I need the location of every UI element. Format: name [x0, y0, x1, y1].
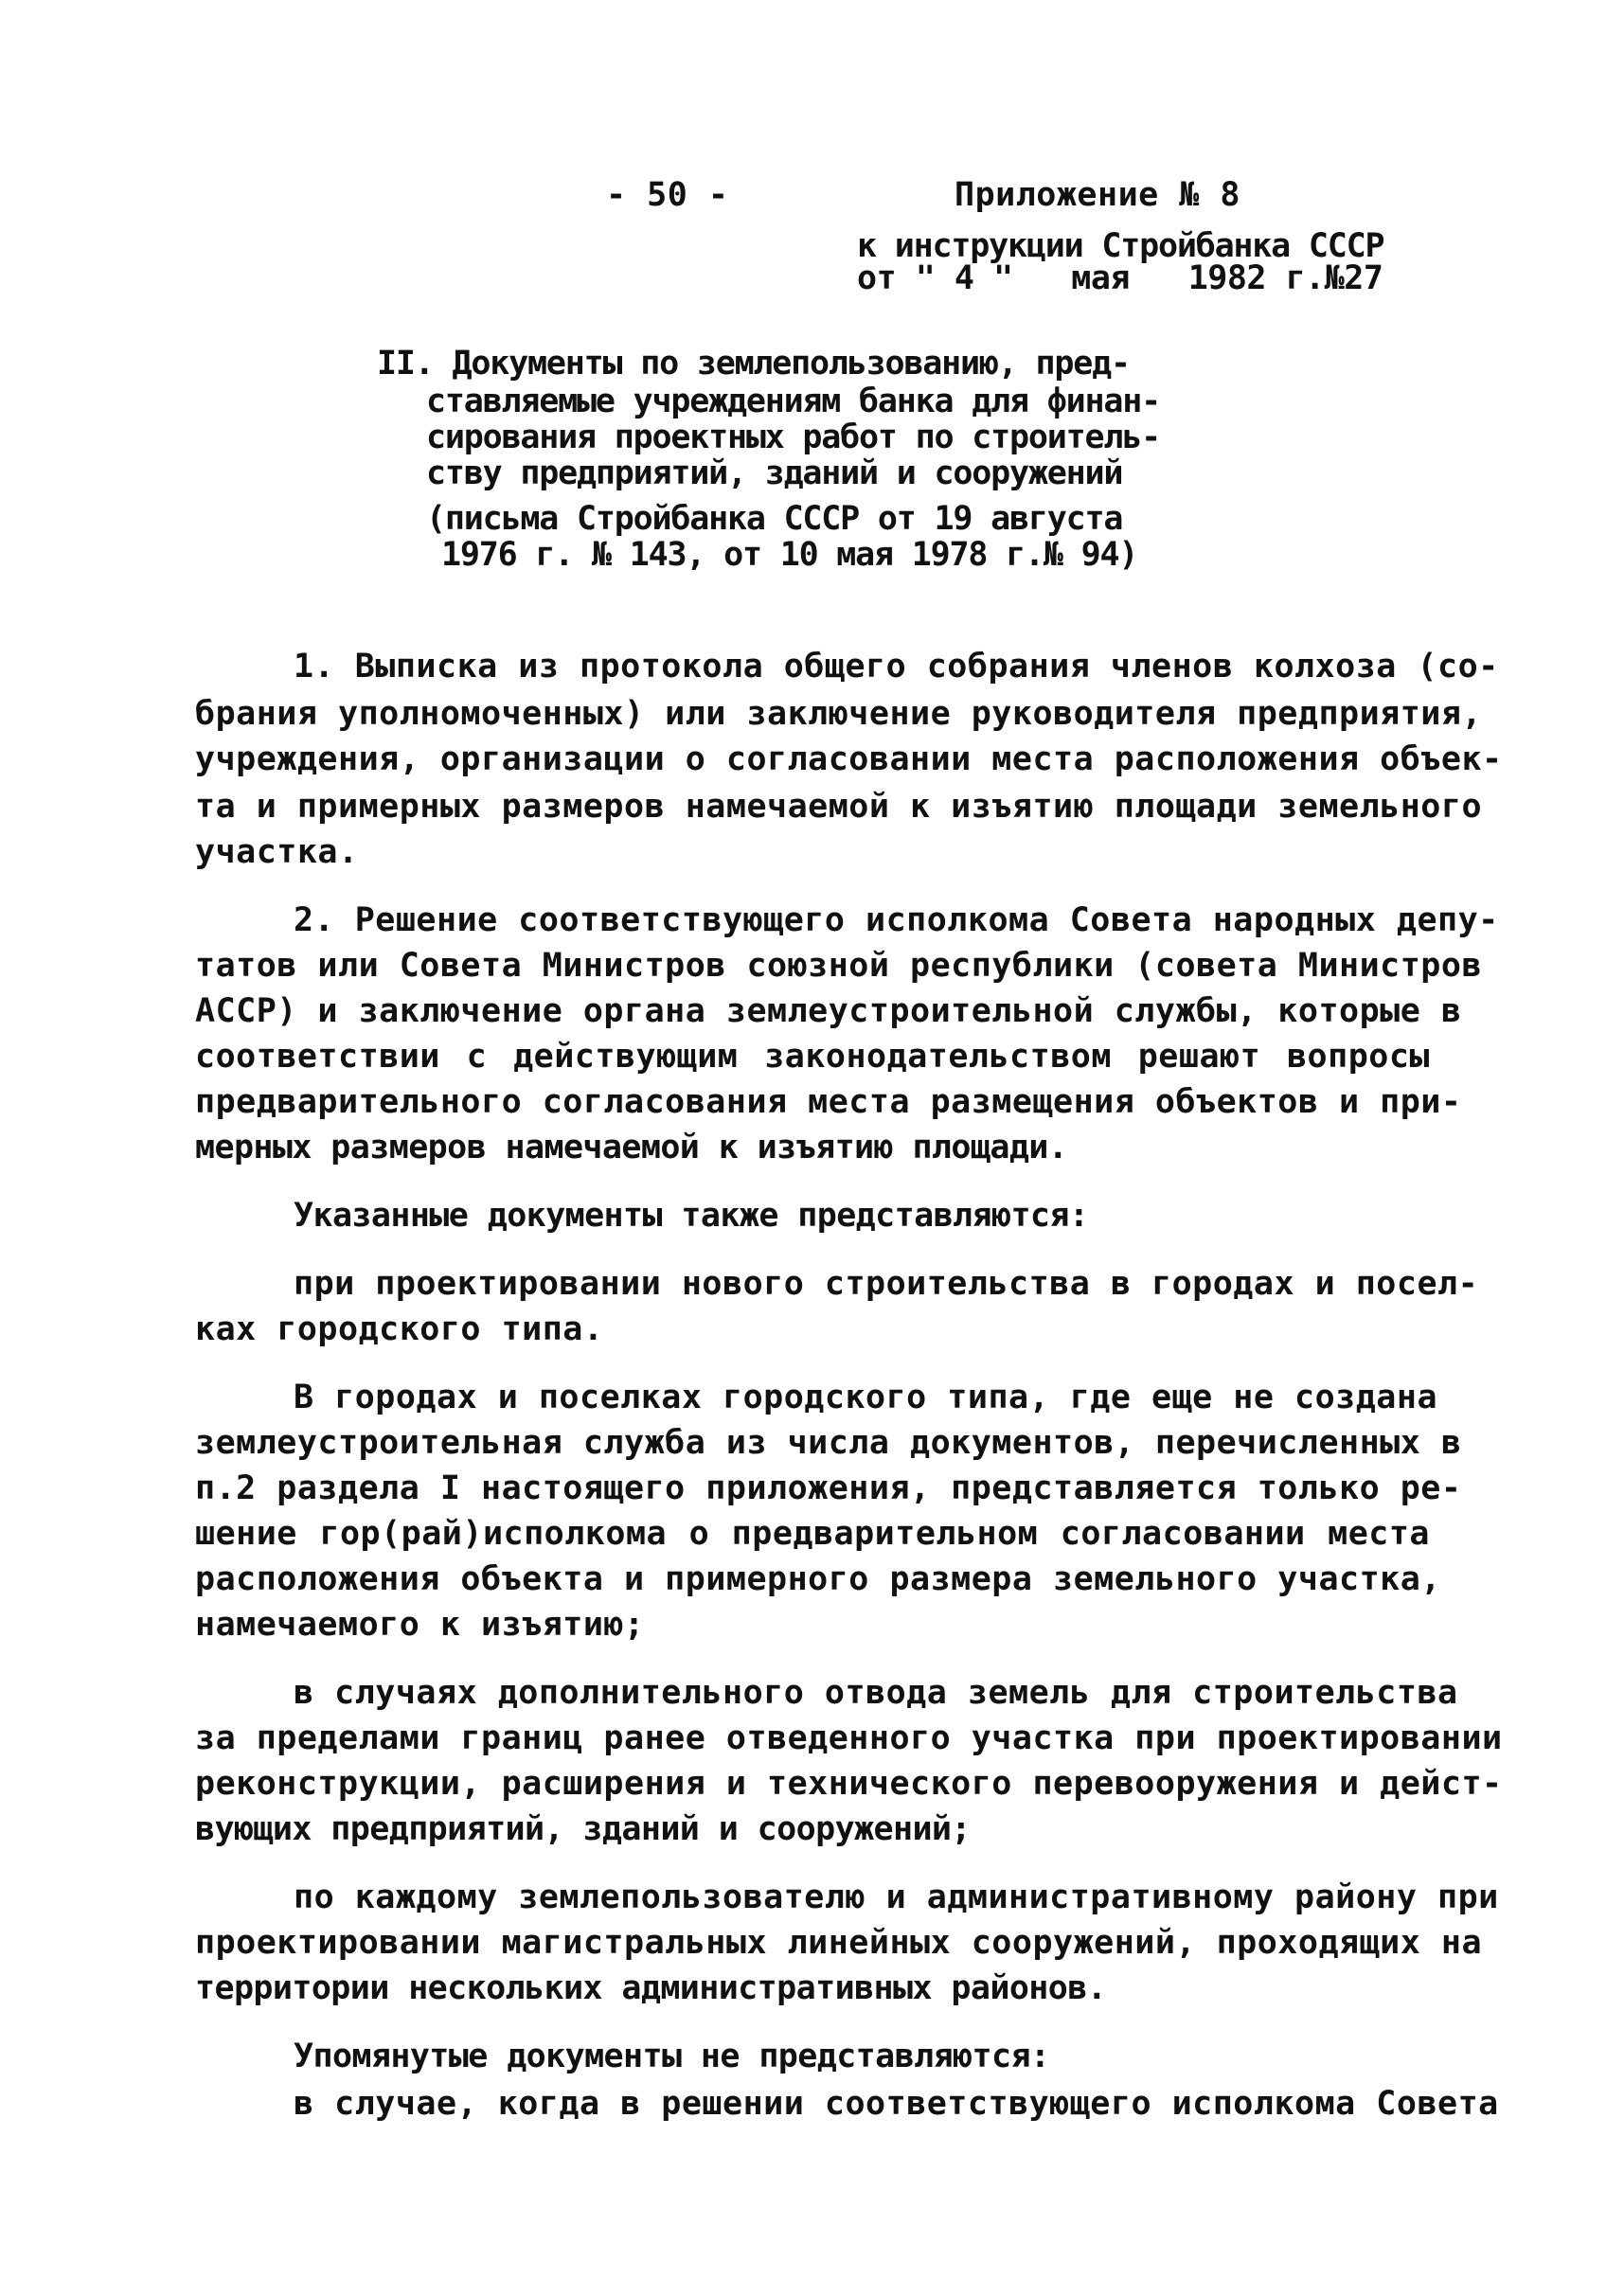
body-line: ках городского типа.	[195, 1310, 604, 1348]
body-line: землеустроительная служба из числа документов, перечисленных в	[195, 1424, 1462, 1462]
section-heading-line: ству предприятий, зданий и сооружений	[426, 454, 1123, 492]
appendix-title: Приложение № 8	[955, 176, 1241, 214]
body-line: брания уполномоченных) или заключение руководителя предприятия,	[195, 695, 1483, 733]
body-line: Указанные документы также представляются:	[294, 1197, 1089, 1235]
body-line: В городах и поселках городского типа, где еще не создана	[294, 1379, 1438, 1416]
body-line: за пределами границ ранее отведенного участка при проектировании	[195, 1719, 1503, 1757]
body-line: в случае, когда в решении соответствующего исполкома Совета	[294, 2085, 1499, 2123]
body-line: п.2 раздела I настоящего приложения, представляется только ре-	[195, 1469, 1462, 1507]
section-heading-line: II. Документы по землепользованию, пред-	[377, 345, 1130, 383]
body-line: 2. Решение соответствующего исполкома Совета народных депу-	[294, 901, 1499, 939]
section-reference-line: (письма Стройбанка СССР от 19 августа	[426, 500, 1123, 538]
body-line: при проектировании нового строительства в городах и посел-	[294, 1265, 1479, 1303]
body-line: вующих предприятий, зданий и сооружений;	[195, 1810, 971, 1848]
body-line: Упомянутые документы не представляются:	[294, 2038, 1050, 2075]
section-reference-line: 1976 г. № 143, от 10 мая 1978 г.№ 94)	[441, 536, 1138, 574]
body-line: проектировании магистральных линейных сооружений, проходящих на	[195, 1924, 1483, 1962]
body-line: по каждому землепользователю и административному району при	[294, 1878, 1499, 1916]
body-line: намечаемого к изъятию;	[195, 1606, 645, 1644]
body-line: татов или Совета Министров союзной республики (совета Министров	[195, 947, 1483, 985]
appendix-reference-line1: к инструкции Стройбанка СССР	[857, 227, 1384, 265]
body-line: расположения объекта и примерного размера земельного участка,	[195, 1560, 1441, 1598]
body-line: в случаях дополнительного отвода земель для строительства	[294, 1674, 1458, 1712]
body-line: 1. Выписка из протокола общего собрания членов колхоза (со-	[294, 648, 1499, 685]
section-heading-line: сирования проектных работ по строитель-	[426, 418, 1160, 456]
appendix-reference-line2: от " 4 " мая 1982 г.№27	[857, 259, 1383, 297]
body-line: шение гор(рай)исполкома о предварительном согласовании места	[195, 1515, 1430, 1553]
body-line: учреждения, организации о согласовании места расположения объек-	[195, 740, 1503, 778]
body-line: реконструкции, расширения и технического перевооружения и дейст-	[195, 1765, 1503, 1803]
page-number: - 50 -	[606, 176, 729, 214]
body-line: соответствии с действующим законодательством решают вопросы	[195, 1038, 1430, 1076]
body-line: мерных размеров намечаемой к изъятию площади.	[195, 1129, 1068, 1166]
body-line: территории нескольких административных районов.	[195, 1969, 1107, 2007]
body-line: та и примерных размеров намечаемой к изъятию площади земельного	[195, 788, 1483, 826]
body-line: участка.	[195, 833, 359, 871]
body-line: предварительного согласования места размещения объектов и при-	[195, 1083, 1462, 1121]
section-heading-line: ставляемые учреждениям банка для финан-	[426, 383, 1160, 420]
body-line: АССР) и заключение органа землеустроительной службы, которые в	[195, 992, 1462, 1030]
